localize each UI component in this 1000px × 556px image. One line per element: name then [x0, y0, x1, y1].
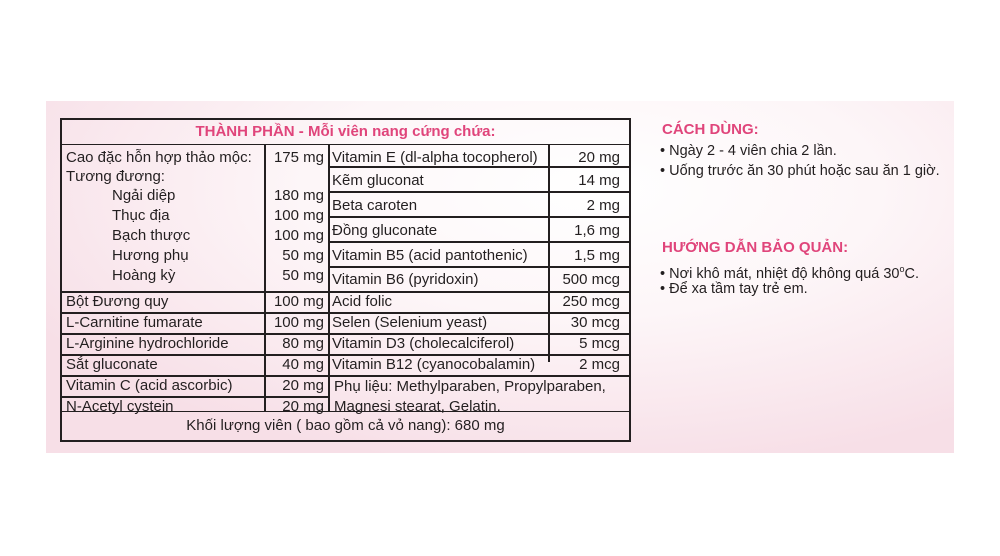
ingredient-name: Sắt gluconate [66, 356, 158, 373]
ingredient-amount: 500 mcg [562, 271, 620, 288]
herbal-amount: 175 mg [273, 149, 324, 166]
ingredient-amount: 20 mg [282, 398, 324, 415]
storage-bullet: • Để xa tầm tay trẻ em. [660, 281, 808, 297]
ingredient-name: Bột Đương quy [66, 293, 169, 310]
ingredient-name: L-Arginine hydrochloride [66, 335, 229, 352]
usage-bullet: • Uống trước ăn 30 phút hoặc sau ăn 1 giờ. [660, 163, 940, 179]
ingredients-table [60, 118, 631, 442]
ingredient-name: Selen (Selenium yeast) [332, 314, 488, 331]
ingredient-amount: 2 mcg [579, 356, 620, 373]
storage-title: HƯỚNG DẪN BẢO QUẢN: [662, 239, 849, 256]
ingredient-name: Vitamin C (acid ascorbic) [66, 377, 233, 394]
herb-amount: 50 mg [282, 267, 324, 284]
row-divider [328, 241, 630, 243]
storage-bullet-tail: C. [904, 265, 919, 282]
ingredient-amount: 2 mg [586, 197, 620, 214]
ingredient-name: Đồng gluconate [332, 222, 438, 239]
herb-item: Thục địa [112, 207, 170, 224]
herb-item: Hoàng kỳ [112, 267, 176, 284]
ingredient-amount: 100 mg [273, 293, 324, 310]
excipients-line: Phụ liệu: Methylparaben, Propylparaben, [334, 378, 606, 395]
herbal-equiv-label: Tương đương: [66, 168, 165, 185]
herb-amount: 50 mg [282, 247, 324, 264]
ingredient-amount: 250 mcg [562, 293, 620, 310]
herb-item: Ngải diệp [112, 187, 176, 204]
storage-bullet-text: • Nơi khô mát, nhiệt độ không quá 30 [660, 265, 900, 282]
ingredient-amount: 100 mg [273, 314, 324, 331]
ingredient-amount: 20 mg [282, 377, 324, 394]
herb-item: Bạch thược [112, 227, 191, 244]
ingredient-name: L-Carnitine fumarate [66, 314, 203, 331]
herb-item: Hương phụ [112, 247, 189, 264]
ingredient-name: Vitamin B6 (pyridoxin) [332, 271, 479, 288]
excipients-line: Magnesi stearat, Gelatin. [334, 398, 501, 415]
ingredient-name: Kẽm gluconat [332, 172, 424, 189]
ingredient-name: Vitamin E (dl-alpha tocopherol) [332, 149, 538, 166]
ingredient-amount: 40 mg [282, 356, 324, 373]
label-panel [46, 101, 954, 453]
degree-superscript: o [899, 264, 905, 274]
row-divider [328, 266, 630, 268]
ingredient-amount: 20 mg [578, 149, 620, 166]
ingredient-amount: 30 mcg [570, 314, 620, 331]
herb-amount: 100 mg [273, 207, 324, 224]
col-divider-mid [328, 145, 330, 411]
row-divider [328, 191, 630, 193]
ingredient-amount: 5 mcg [579, 335, 620, 352]
ingredient-amount: 14 mg [578, 172, 620, 189]
ingredient-name: Vitamin B12 (cyanocobalamin) [332, 356, 536, 373]
row-divider [328, 216, 630, 218]
ingredient-amount: 1,5 mg [574, 247, 620, 264]
usage-title: CÁCH DÙNG: [662, 121, 759, 138]
usage-bullet: • Ngày 2 - 4 viên chia 2 lần. [660, 143, 837, 159]
ingredient-amount: 1,6 mg [574, 222, 620, 239]
ingredient-name: Vitamin B5 (acid pantothenic) [332, 247, 528, 264]
ingredient-name: Acid folic [332, 293, 393, 310]
herb-amount: 100 mg [273, 227, 324, 244]
table-title: THÀNH PHẦN - Mỗi viên nang cứng chứa: [62, 120, 629, 145]
herb-amount: 180 mg [273, 187, 324, 204]
capsule-weight: Khối lượng viên ( bao gồm cả vỏ nang): 680 mg [62, 411, 629, 440]
ingredient-name: Vitamin D3 (cholecalciferol) [332, 335, 515, 352]
ingredient-amount: 80 mg [282, 335, 324, 352]
herbal-label: Cao đặc hỗn hợp thảo mộc: [66, 149, 252, 166]
ingredient-name: Beta caroten [332, 197, 418, 214]
ingredient-name: N-Acetyl cystein [66, 398, 174, 415]
